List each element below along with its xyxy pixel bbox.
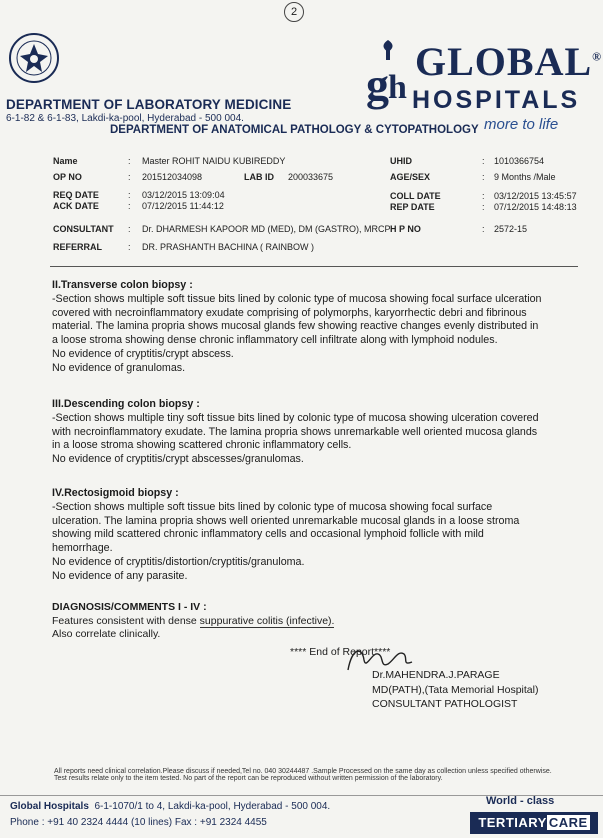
section-line: No evidence of granulomas. (52, 361, 186, 374)
colon: : (482, 172, 485, 182)
rep-date-value: 07/12/2015 14:48:13 (494, 202, 577, 212)
world-class-label: World - class (486, 795, 555, 807)
disclaimer: All reports need clinical correlation.Please discuss if needed,Tel no. 040 30244487 .Sample Processed on the same day as collection unless specified otherwise. Test results relate only to the item tested. No part of the report can be reproduced without written permission of the laboratory. (54, 768, 552, 782)
ack-date-value: 07/12/2015 11:44:12 (142, 201, 224, 211)
section-line: No evidence of cryptitis/distortion/cryptitis/granuloma. (52, 555, 305, 568)
section-line: -Section shows multiple soft tissue bits lined by colonic type of mucosa showing focal surface (52, 500, 493, 513)
pathologist-qualification: MD(PATH),(Tata Memorial Hospital) (372, 683, 539, 696)
name-value: Master ROHIT NAIDU KUBIREDDY (142, 156, 286, 166)
hp-no-label: H P NO (390, 224, 421, 234)
brand-tagline: more to life (484, 116, 559, 133)
department-lab-title: DEPARTMENT OF LABORATORY MEDICINE (6, 97, 292, 112)
section-line: No evidence of any parasite. (52, 569, 188, 582)
coll-date-value: 03/12/2015 13:45:57 (494, 191, 577, 201)
rep-date-label: REP DATE (390, 202, 435, 212)
colon: : (482, 224, 485, 234)
tertiary-care-badge: TERTIARY CARE (470, 812, 598, 834)
labid-value: 200033675 (288, 172, 334, 182)
global-hospitals-logo-mark (366, 38, 410, 110)
colon: : (128, 156, 131, 166)
diagnosis-correlate: Also correlate clinically. (52, 628, 161, 640)
transverse-colon-section (52, 279, 578, 376)
name-label: Name (53, 156, 78, 166)
colon: : (128, 224, 131, 234)
footer-phone: Phone : +91 40 2324 4444 (10 lines) Fax : +91 2324 4455 (10, 817, 267, 828)
colon: : (128, 242, 131, 252)
diagnosis-line: Features consistent with dense suppurative colitis (infective). (52, 614, 335, 627)
coll-date-label: COLL DATE (390, 191, 441, 201)
pathologist-title: CONSULTANT PATHOLOGIST (372, 698, 518, 710)
req-date-value: 03/12/2015 13:09:04 (142, 190, 225, 200)
section-heading: IV.Rectosigmoid biopsy : (52, 487, 179, 499)
section-line: No evidence of cryptitis/crypt abscesses/granulomas. (52, 453, 304, 466)
section-heading: II.Transverse colon biopsy : (52, 279, 193, 291)
section-line: -Section shows multiple soft tissue bits lined by colonic type of mucosa showing focal surface ulceration (52, 292, 542, 305)
labid-label: LAB ID (244, 172, 274, 182)
diagnosis-emphasis: suppurative colitis (infective). (199, 614, 335, 627)
diagnosis-block (52, 601, 334, 642)
section-line: -Section shows multiple tiny soft tissue bits lined by colonic type of mucosa showing ulceration covered (52, 411, 539, 424)
colon: : (482, 202, 485, 212)
uhid-label: UHID (390, 156, 412, 166)
section-line: No evidence of cryptitis/crypt abscess. (52, 347, 234, 360)
section-line: a loose stroma showing dense chronic inflammatory cell infiltrate along with lymphoid nodules. (52, 334, 498, 347)
header-divider (50, 266, 578, 267)
section-line: material. The lamina propria shows mucosal glands few showing reactive changes evenly distributed in (52, 320, 539, 333)
svg-text:h: h (388, 69, 407, 106)
hospital-seal-logo (8, 32, 60, 84)
section-line: showing mild scattered chronic inflammatory cells and occasional lymphoid follicle with mild (52, 528, 484, 541)
rectosigmoid-section (52, 487, 578, 584)
colon: : (128, 172, 131, 182)
page-number: 2 (284, 2, 304, 22)
colon: : (482, 191, 485, 201)
ack-date-label: ACK DATE (53, 201, 99, 211)
pathologist-name: Dr.MAHENDRA.J.PARAGE (372, 669, 500, 681)
op-value: 201512034098 (142, 172, 203, 182)
department-address: 6-1-82 & 6-1-83, Lakdi-ka-pool, Hyderabad - 500 004. (6, 113, 244, 124)
uhid-value: 1010366754 (494, 156, 545, 166)
department-pathology-title: DEPARTMENT OF ANATOMICAL PATHOLOGY & CYTOPATHOLOGY (110, 124, 479, 136)
consultant-value: Dr. DHARMESH KAPOOR MD (MED), DM (GASTRO), MRCP (142, 224, 391, 234)
diagnosis-heading: DIAGNOSIS/COMMENTS I - IV : (52, 601, 207, 613)
op-label: OP NO (53, 172, 82, 182)
descending-colon-section (52, 398, 578, 467)
section-line: hemorrhage. (52, 542, 113, 555)
brand-subtitle: HOSPITALS (412, 86, 581, 114)
brand-name: GLOBAL® (415, 39, 603, 84)
section-heading: III.Descending colon biopsy : (52, 398, 200, 410)
footer-address: Global Hospitals 6-1-1070/1 to 4, Lakdi-ka-pool, Hyderabad - 500 004. (10, 801, 331, 812)
referral-label: REFERRAL (53, 242, 102, 252)
section-line: with necroinflammatory exudate. The lamina propria shows unremarkable well oriented mucosa glands (52, 425, 538, 438)
req-date-label: REQ DATE (53, 190, 99, 200)
colon: : (482, 156, 485, 166)
agesex-label: AGE/SEX (390, 172, 431, 182)
referral-value: DR. PRASHANTH BACHINA ( RAINBOW ) (142, 242, 315, 252)
section-line: in a loose stroma showing scattered chronic inflammatory cells. (52, 439, 352, 452)
colon: : (128, 201, 131, 211)
section-line: covered with necroinflammatory exudate comprising of polymorphs, karyorrhectic debri and fibrinous (52, 306, 527, 319)
end-of-report: **** End of Report**** (290, 646, 391, 658)
hp-no-value: 2572-15 (494, 224, 528, 234)
signature-block (372, 668, 538, 712)
section-line: ulceration. The lamina propria shows well oriented unremarkable mucosal glands in a loose stroma (52, 514, 520, 527)
svg-text:g: g (366, 59, 389, 110)
agesex-value: 9 Months /Male (494, 172, 556, 182)
consultant-label: CONSULTANT (53, 224, 114, 234)
colon: : (128, 190, 131, 200)
